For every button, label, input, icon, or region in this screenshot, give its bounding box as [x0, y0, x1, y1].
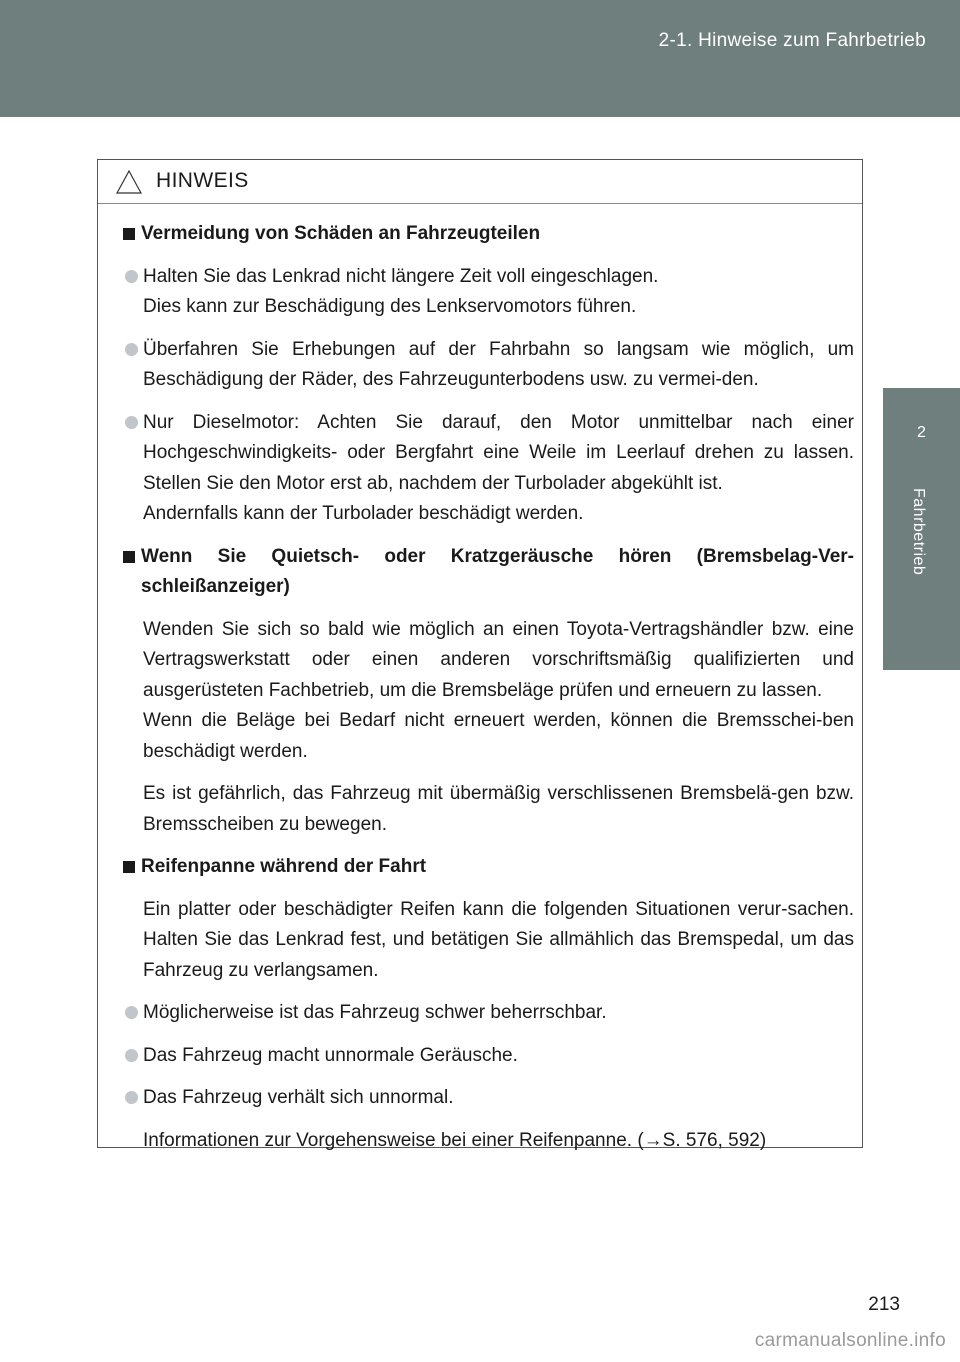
cross-reference[interactable]: Informationen zur Vorgehensweise bei einer Reifenpanne. (→S. 576, 592)	[143, 1129, 767, 1151]
section-title: 2-1. Hinweise zum Fahrbetrieb	[658, 30, 926, 51]
bullet-icon	[125, 270, 138, 283]
notice-header	[98, 160, 862, 204]
watermark: carmanualsonline.info	[754, 1330, 946, 1351]
list-item-text: Das Fahrzeug macht unnormale Geräusche.	[143, 1044, 518, 1066]
bullet-icon	[125, 1049, 138, 1062]
chapter-tab[interactable]	[883, 388, 960, 670]
section-heading: Vermeidung von Schäden an Fahrzeugteilen	[123, 219, 854, 250]
section-heading: Reifenpanne während der Fahrt	[123, 852, 854, 883]
list-item-text: Nur Dieselmotor: Achten Sie darauf, den Motor unmittelbar nach einer Hochgeschwindigkeits- oder Bergfahrt eine Weile im Leerlauf drehen zu lassen. Stellen Sie den Motor erst ab, nachdem der Turbolader abgekühlt ist.	[143, 411, 854, 494]
notice-body	[98, 204, 862, 1156]
bullet-icon	[125, 343, 138, 356]
list-item-text: Dies kann zur Beschädigung des Lenkservomotors führen.	[143, 296, 637, 317]
list-item-text: Überfahren Sie Erhebungen auf der Fahrbahn so langsam wie möglich, um Beschädigung der Räder, des Fahrzeugunterbodens usw. zu vermei-den.	[143, 338, 854, 390]
paragraph-text: Wenn die Beläge bei Bedarf nicht erneuert werden, können die Bremsschei-ben beschädigt werden.	[143, 710, 854, 762]
page-number: 213	[868, 1294, 900, 1315]
list-item-text: Das Fahrzeug verhält sich unnormal.	[143, 1087, 454, 1108]
paragraph	[123, 615, 854, 768]
list-item	[123, 408, 854, 530]
list-item	[123, 262, 854, 323]
notice-title: HINWEIS	[156, 169, 249, 192]
chapter-label: Fahrbetrieb	[910, 488, 927, 576]
list-item	[123, 1083, 854, 1114]
warning-triangle-icon	[116, 170, 142, 194]
list-item-text: Halten Sie das Lenkrad nicht längere Zeit voll eingeschlagen.	[143, 265, 659, 287]
header-band	[0, 0, 960, 117]
paragraph: Es ist gefährlich, das Fahrzeug mit übermäßig verschlissenen Bremsbelä-gen bzw. Bremsscheiben zu bewegen.	[143, 783, 854, 835]
bullet-icon	[125, 1091, 138, 1104]
paragraph: Ein platter oder beschädigter Reifen kann die folgenden Situationen verur-sachen. Halten Sie das Lenkrad fest, und betätigen Sie allmählich das Bremspedal, um das Fahrzeug zu verlangsamen.	[143, 898, 854, 981]
paragraph-text: Wenden Sie sich so bald wie möglich an einen Toyota-Vertragshändler bzw. eine Vertragswerkstatt oder einen anderen vorschriftsmäßig qualifizierten und ausgerüsteten Fachbetrieb, um die Bremsbeläge prüfen und erneuern zu lassen.	[143, 618, 854, 701]
bullet-icon	[125, 416, 138, 429]
bullet-icon	[125, 1006, 138, 1019]
list-item-text: Möglicherweise ist das Fahrzeug schwer beherrschbar.	[143, 1002, 607, 1023]
list-item	[123, 998, 854, 1029]
notice-box	[97, 159, 863, 1151]
list-item-text: Andernfalls kann der Turbolader beschädigt werden.	[143, 503, 584, 524]
chapter-number: 2	[917, 424, 926, 441]
list-item	[123, 335, 854, 396]
section-heading: Wenn Sie Quietsch- oder Kratzgeräusche hören (Bremsbelag-Ver-schleißanzeiger)	[123, 542, 854, 603]
list-item	[123, 1041, 854, 1072]
